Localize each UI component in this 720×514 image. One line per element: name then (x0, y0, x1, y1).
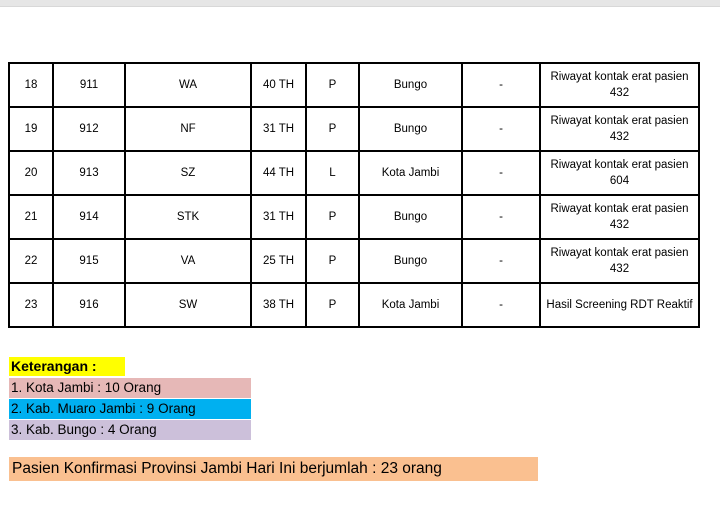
cell-umur: 38 TH (251, 283, 306, 327)
cell-jk: P (306, 107, 359, 151)
cell-umur: 44 TH (251, 151, 306, 195)
cell-no: 23 (9, 283, 53, 327)
cell-umur: 40 TH (251, 63, 306, 107)
cell-inisial: WA (125, 63, 251, 107)
cell-daerah: Bungo (359, 63, 462, 107)
window-top-bar (0, 0, 720, 7)
table-row (9, 195, 699, 239)
cell-jk: P (306, 195, 359, 239)
cell-jk: P (306, 239, 359, 283)
cell-riwayat-perjalanan: - (462, 107, 540, 151)
cell-kode: 916 (53, 283, 125, 327)
case-table (8, 62, 700, 328)
cell-no: 20 (9, 151, 53, 195)
cell-riwayat-perjalanan: - (462, 239, 540, 283)
cell-jk: L (306, 151, 359, 195)
cell-riwayat-perjalanan: - (462, 151, 540, 195)
cell-riwayat-perjalanan: - (462, 63, 540, 107)
cell-inisial: NF (125, 107, 251, 151)
cell-umur: 31 TH (251, 195, 306, 239)
table-row (9, 107, 699, 151)
legend-item-kota-jambi: 1. Kota Jambi : 10 Orang (9, 378, 251, 398)
cell-keterangan: Riwayat kontak erat pasien 432 (540, 107, 699, 151)
cell-inisial: SZ (125, 151, 251, 195)
cell-kode: 914 (53, 195, 125, 239)
legend-title: Keterangan : (9, 357, 125, 376)
cell-kode: 915 (53, 239, 125, 283)
legend-item-muaro-jambi: 2. Kab. Muaro Jambi : 9 Orang (9, 399, 251, 419)
table-row (9, 283, 699, 327)
cell-inisial: STK (125, 195, 251, 239)
cell-no: 19 (9, 107, 53, 151)
cell-daerah: Kota Jambi (359, 151, 462, 195)
cell-daerah: Bungo (359, 195, 462, 239)
cell-kode: 913 (53, 151, 125, 195)
case-table-body (9, 63, 699, 327)
cell-riwayat-perjalanan: - (462, 283, 540, 327)
cell-umur: 31 TH (251, 107, 306, 151)
cell-kode: 911 (53, 63, 125, 107)
cell-jk: P (306, 63, 359, 107)
cell-riwayat-perjalanan: - (462, 195, 540, 239)
cell-keterangan: Riwayat kontak erat pasien 432 (540, 239, 699, 283)
cell-keterangan: Hasil Screening RDT Reaktif (540, 283, 699, 327)
table-row (9, 239, 699, 283)
cell-daerah: Kota Jambi (359, 283, 462, 327)
cell-inisial: SW (125, 283, 251, 327)
cell-no: 22 (9, 239, 53, 283)
cell-daerah: Bungo (359, 107, 462, 151)
cell-umur: 25 TH (251, 239, 306, 283)
table-row (9, 63, 699, 107)
cell-jk: P (306, 283, 359, 327)
cell-no: 21 (9, 195, 53, 239)
table-row (9, 151, 699, 195)
cell-keterangan: Riwayat kontak erat pasien 432 (540, 195, 699, 239)
cell-keterangan: Riwayat kontak erat pasien 432 (540, 63, 699, 107)
cell-no: 18 (9, 63, 53, 107)
summary-total: Pasien Konfirmasi Provinsi Jambi Hari Ini berjumlah : 23 orang (9, 457, 538, 481)
cell-keterangan: Riwayat kontak erat pasien 604 (540, 151, 699, 195)
cell-inisial: VA (125, 239, 251, 283)
cell-daerah: Bungo (359, 239, 462, 283)
cell-kode: 912 (53, 107, 125, 151)
legend-item-bungo: 3. Kab. Bungo : 4 Orang (9, 420, 251, 440)
